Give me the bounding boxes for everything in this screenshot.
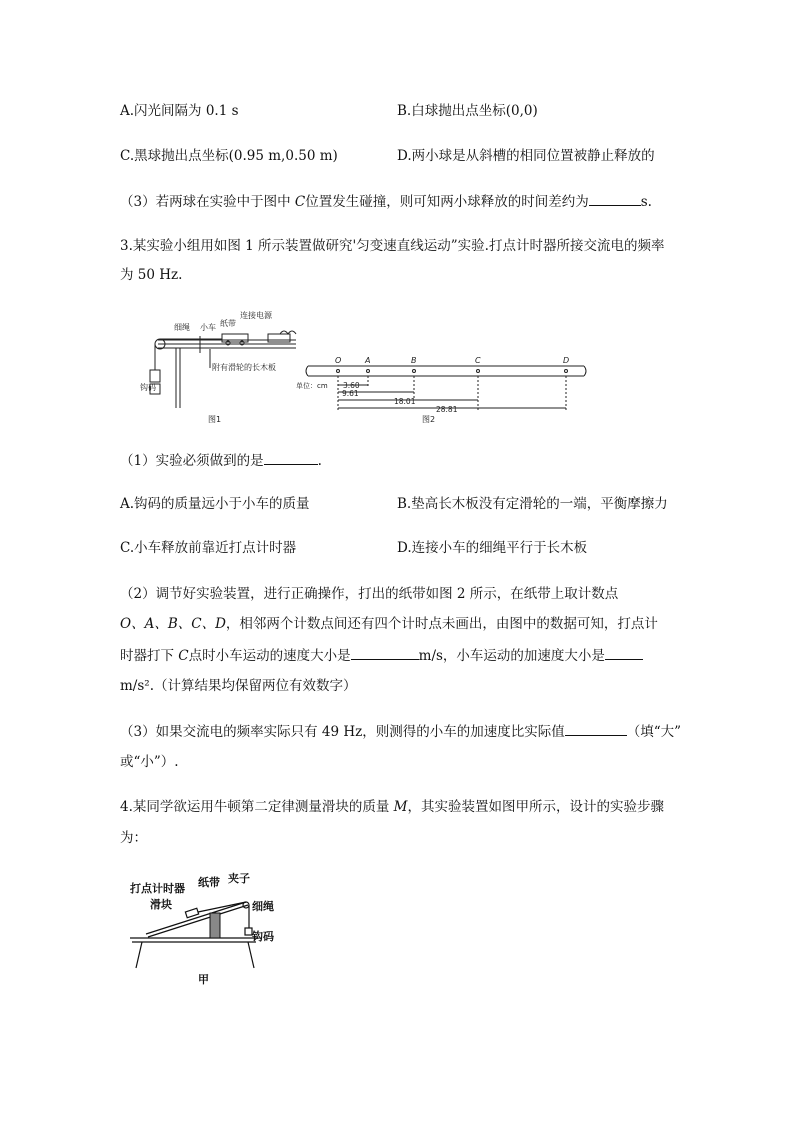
- q3-part2-line3: 时器打下 C点时小车运动的速度大小是 m/s，小车运动的加速度大小是: [120, 645, 643, 666]
- option-b: B.白球抛出点坐标(0,0): [397, 103, 538, 119]
- fig1-label-tape: 纸带: [220, 319, 236, 328]
- q3-part3-line2: 或“小”）.: [120, 754, 179, 770]
- fig-jia-label-weight: 钩码: [252, 930, 274, 943]
- fig1-label-board: 附有滑轮的长木板: [212, 363, 276, 372]
- q2-part3: （3）若两球在实验中于图中 C位置发生碰撞，则可知两小球释放的时间差约为 s.: [120, 191, 652, 212]
- fig-jia-label-clip: 夹子: [228, 872, 250, 885]
- answer-blank[interactable]: [351, 645, 419, 660]
- q3-part2-line1: （2）调节好实验装置，进行正确操作，打出的纸带如图 2 所示，在纸带上取计数点: [120, 586, 619, 602]
- fig2-point-b: B: [411, 356, 417, 365]
- fig-jia-caption: 甲: [198, 973, 209, 986]
- q3-option-d: D.连接小车的细绳平行于长木板: [397, 540, 588, 556]
- q4-line2: 为：: [120, 830, 147, 846]
- fig2-measure-1: 3.60: [343, 381, 360, 390]
- figure-1-apparatus: [140, 308, 300, 428]
- fig2-measure-4: 28.81: [436, 405, 458, 414]
- option-a: A.闪光间隔为 0.1 s: [120, 103, 239, 119]
- q3-option-c: C.小车释放前靠近打点计时器: [120, 540, 297, 556]
- q3-option-a: A.钩码的质量远小于小车的质量: [120, 496, 310, 512]
- figure-2-tape: [296, 356, 596, 426]
- answer-blank[interactable]: [264, 450, 318, 465]
- q3-part1: （1）实验必须做到的是 .: [120, 450, 322, 471]
- fig2-point-d: D: [563, 356, 570, 365]
- fig1-label-rope: 细绳: [174, 323, 190, 332]
- fig2-measure-2: 9.61: [342, 389, 359, 398]
- q4-line1: 4.某同学欲运用牛顿第二定律测量滑块的质量 M，其实验装置如图甲所示，设计的实验步骤: [120, 799, 664, 815]
- fig-jia-label-slider: 滑块: [150, 898, 172, 911]
- q3-part2-line2: O、A、B、C、D，相邻两个计数点间还有四个计时点未画出，由图中的数据可知，打点计: [120, 616, 658, 632]
- answer-blank[interactable]: [565, 721, 627, 736]
- fig2-point-a: A: [365, 356, 371, 365]
- fig2-caption: 图2: [422, 415, 436, 424]
- fig1-caption: 图1: [208, 415, 222, 424]
- option-c: C.黑球抛出点坐标(0.95 m,0.50 m): [120, 148, 338, 164]
- fig2-measure-3: 18.01: [394, 397, 416, 406]
- fig1-label-cart: 小车: [200, 323, 216, 332]
- fig-jia-label-string: 细绳: [252, 900, 274, 913]
- answer-blank[interactable]: [605, 645, 643, 660]
- q3-intro-line2: 为 50 Hz.: [120, 267, 183, 283]
- fig1-label-power: 连接电源: [240, 311, 272, 320]
- q3-option-b: B.垫高长木板没有定滑轮的一端，平衡摩擦力: [397, 496, 668, 512]
- fig-jia-label-tape: 纸带: [198, 876, 220, 889]
- fig2-point-c: C: [475, 356, 481, 365]
- q3-part3-line1: （3）如果交流电的频率实际只有 49 Hz，则测得的小车的加速度比实际值 （填“大”: [120, 721, 681, 742]
- fig-jia-label-timer: 打点计时器: [130, 882, 185, 895]
- q3-part2-line4: m/s².（计算结果均保留两位有效数字）: [120, 678, 357, 694]
- fig2-point-o: O: [335, 356, 342, 365]
- figure-jia-apparatus: [128, 868, 288, 986]
- option-d: D.两小球是从斜槽的相同位置被静止释放的: [397, 148, 655, 164]
- fig1-label-weight: 钩码: [140, 383, 156, 392]
- answer-blank[interactable]: [589, 191, 641, 206]
- q3-intro-line1: 3.某实验小组用如图 1 所示装置做研究'匀变速直线运动”实验.打点计时器所接交流电的频率: [120, 238, 665, 254]
- fig2-unit-label: 单位：cm: [296, 382, 328, 390]
